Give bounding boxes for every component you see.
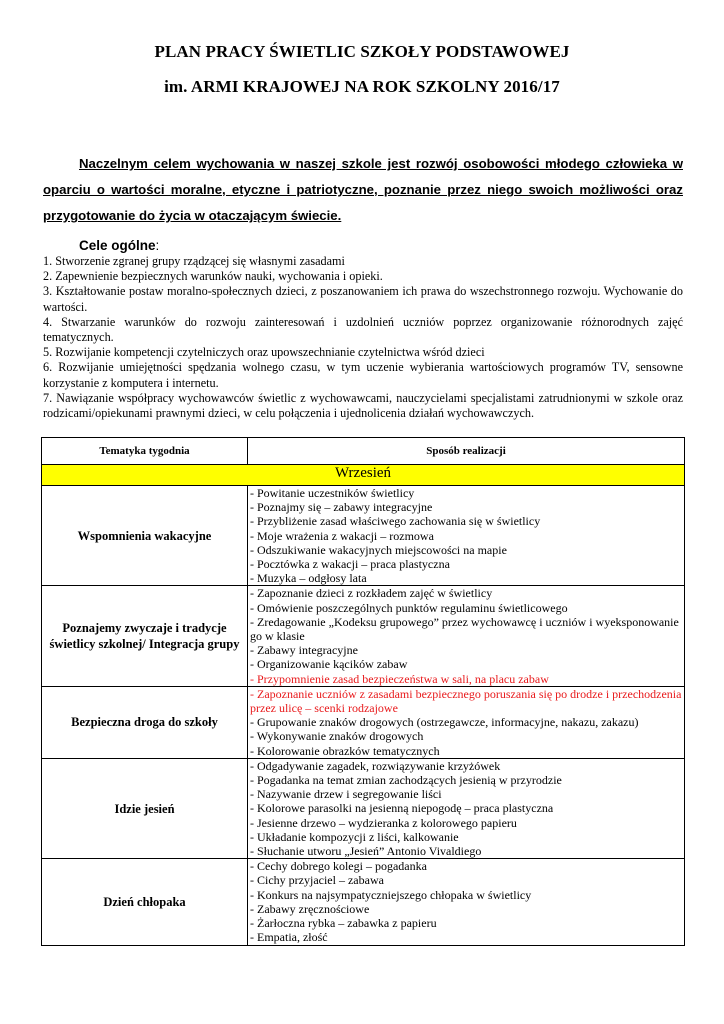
activity-item: - Zabawy zręcznościowe bbox=[250, 901, 370, 916]
activity-item: - Cichy przyjaciel – zabawa bbox=[250, 873, 384, 888]
week-topic: Idzie jesień bbox=[42, 758, 248, 858]
activity-item: - Układanie kompozycji z liści, kalkowanie bbox=[250, 829, 459, 844]
realization-cell bbox=[248, 859, 685, 945]
intro-text: Naczelnym celem wychowania w naszej szkole jest rozwój osobowości młodego człowieka w oparciu o wartości moralne, etyczne i patriotyczne, poznanie przez niego swoich możliwości oraz przygotowanie do życia w otaczającym świecie. bbox=[43, 156, 683, 223]
activity-item: - Pocztówka z wakacji – praca plastyczna bbox=[250, 557, 450, 572]
goal-item: 6. Rozwijanie umiejętności spędzania wolnego czasu, w tym uczenie wybierania wartościowych programów TV, sensowne korzystanie z komputera i internetu. bbox=[43, 360, 683, 390]
activity-item: - Muzyka – odgłosy lata bbox=[250, 571, 367, 586]
realization-cell bbox=[248, 586, 685, 686]
activity-item: - Wykonywanie znaków drogowych bbox=[250, 729, 424, 744]
activity-item: - Pogadanka na temat zmian zachodzących jesienią w przyrodzie bbox=[250, 773, 562, 788]
table-header-row bbox=[42, 438, 685, 465]
activity-item: - Grupowanie znaków drogowych (ostrzegawcze, informacyjne, nakazu, zakazu) bbox=[250, 715, 639, 730]
activity-item: - Zapoznanie uczniów z zasadami bezpiecznego poruszania się po drodze i przechodzenia przez ulicę – scenki rodzajowe bbox=[250, 686, 682, 716]
activity-item: - Przypomnienie zasad bezpieczeństwa w sali, na placu zabaw bbox=[250, 671, 549, 686]
table-row bbox=[42, 486, 685, 586]
realization-cell bbox=[248, 486, 685, 586]
goals-heading bbox=[79, 238, 159, 253]
activity-item: - Jesienne drzewo – wydzieranka z kolorowego papieru bbox=[250, 815, 517, 830]
activity-item: - Zabawy integracyjne bbox=[250, 643, 358, 658]
activity-item: - Przybliżenie zasad właściwego zachowania się w świetlicy bbox=[250, 514, 541, 529]
plan-table bbox=[41, 437, 685, 946]
activity-item: - Powitanie uczestników świetlicy bbox=[250, 486, 415, 500]
goals-list bbox=[43, 254, 683, 421]
activity-item: - Organizowanie kącików zabaw bbox=[250, 657, 408, 672]
activity-item: - Żarłoczna rybka – zabawka z papieru bbox=[250, 916, 437, 931]
goal-item: 1. Stworzenie zgranej grupy rządzącej się własnymi zasadami bbox=[43, 254, 345, 268]
activity-item: - Konkurs na najsympatyczniejszego chłopaka w świetlicy bbox=[250, 887, 532, 902]
table-row bbox=[42, 758, 685, 858]
goal-item: 3. Kształtowanie postaw moralno-społecznych dzieci, z poszanowaniem ich prawa do wszechstronnego rozwoju. Wychowanie do wartości. bbox=[43, 284, 683, 314]
week-topic: Bezpieczna droga do szkoły bbox=[42, 686, 248, 758]
activity-item: - Zapoznanie dzieci z rozkładem zajęć w świetlicy bbox=[250, 586, 493, 601]
goal-item: 7. Nawiązanie współpracy wychowawców świetlic z wychowawcami, nauczycielami specjalistami zatrudnionymi w szkole oraz rodzicami/opiekunami prawnymi dzieci, w celu połączenia i ujednolicenia działań wychowawczych. bbox=[43, 390, 683, 421]
activity-item: - Słuchanie utworu „Jesień” Antonio Vivaldiego bbox=[250, 844, 482, 859]
week-topic: Dzień chłopaka bbox=[42, 859, 248, 945]
activity-item: - Moje wrażenia z wakacji – rozmowa bbox=[250, 528, 434, 543]
activity-item: - Odgadywanie zagadek, rozwiązywanie krzyżówek bbox=[250, 758, 501, 773]
page-title-line-1: PLAN PRACY ŚWIETLIC SZKOŁY PODSTAWOWEJ bbox=[154, 42, 570, 61]
col-header-topic: Tematyka tygodnia bbox=[42, 438, 248, 465]
activity-item: - Poznajmy się – zabawy integracyjne bbox=[250, 500, 433, 515]
month-row bbox=[42, 465, 685, 486]
goal-item: 5. Rozwijanie kompetencji czytelniczych oraz upowszechnianie czytelnictwa wśród dzieci bbox=[43, 345, 485, 360]
activity-item: - Kolorowe parasolki na jesienną niepogodę – praca plastyczna bbox=[250, 801, 554, 816]
realization-cell bbox=[248, 758, 685, 858]
table-row bbox=[42, 859, 685, 945]
goal-item: 4. Stwarzanie warunków do rozwoju zainteresowań i uzdolnień uczniów poprzez organizowanie różnorodnych zajęć tematycznych. bbox=[43, 314, 683, 345]
week-topic: Poznajemy zwyczaje i tradycje świetlicy szkolnej/ Integracja grupy bbox=[42, 586, 248, 686]
realization-cell bbox=[248, 686, 685, 758]
activity-item: - Cechy dobrego kolegi – pogadanka bbox=[250, 859, 427, 874]
page-title-line-2: im. ARMI KRAJOWEJ NA ROK SZKOLNY 2016/17 bbox=[164, 77, 560, 96]
activity-item: - Empatia, złość bbox=[250, 930, 328, 945]
table-row bbox=[42, 586, 685, 686]
month-label: Wrzesień bbox=[42, 465, 685, 486]
intro-paragraph bbox=[43, 151, 683, 229]
col-header-method: Sposób realizacji bbox=[248, 438, 685, 465]
goals-heading-colon: : bbox=[155, 238, 160, 253]
goals-heading-label: Cele ogólne bbox=[79, 238, 156, 253]
activity-item: - Omówienie poszczególnych punktów regulaminu świetlicowego bbox=[250, 600, 568, 615]
activity-item: - Zredagowanie „Kodeksu grupowego” przez wychowawcę i uczniów i wyeksponowanie go w klasie bbox=[250, 614, 679, 644]
goal-item: 2. Zapewnienie bezpiecznych warunków nauki, wychowania i opieki. bbox=[43, 269, 383, 284]
activity-item: - Odszukiwanie wakacyjnych miejscowości na mapie bbox=[250, 542, 507, 557]
activity-item: - Nazywanie drzew i segregowanie liści bbox=[250, 787, 442, 802]
table-row bbox=[42, 686, 685, 758]
activity-item: - Kolorowanie obrazków tematycznych bbox=[250, 743, 440, 758]
week-topic: Wspomnienia wakacyjne bbox=[42, 486, 248, 586]
